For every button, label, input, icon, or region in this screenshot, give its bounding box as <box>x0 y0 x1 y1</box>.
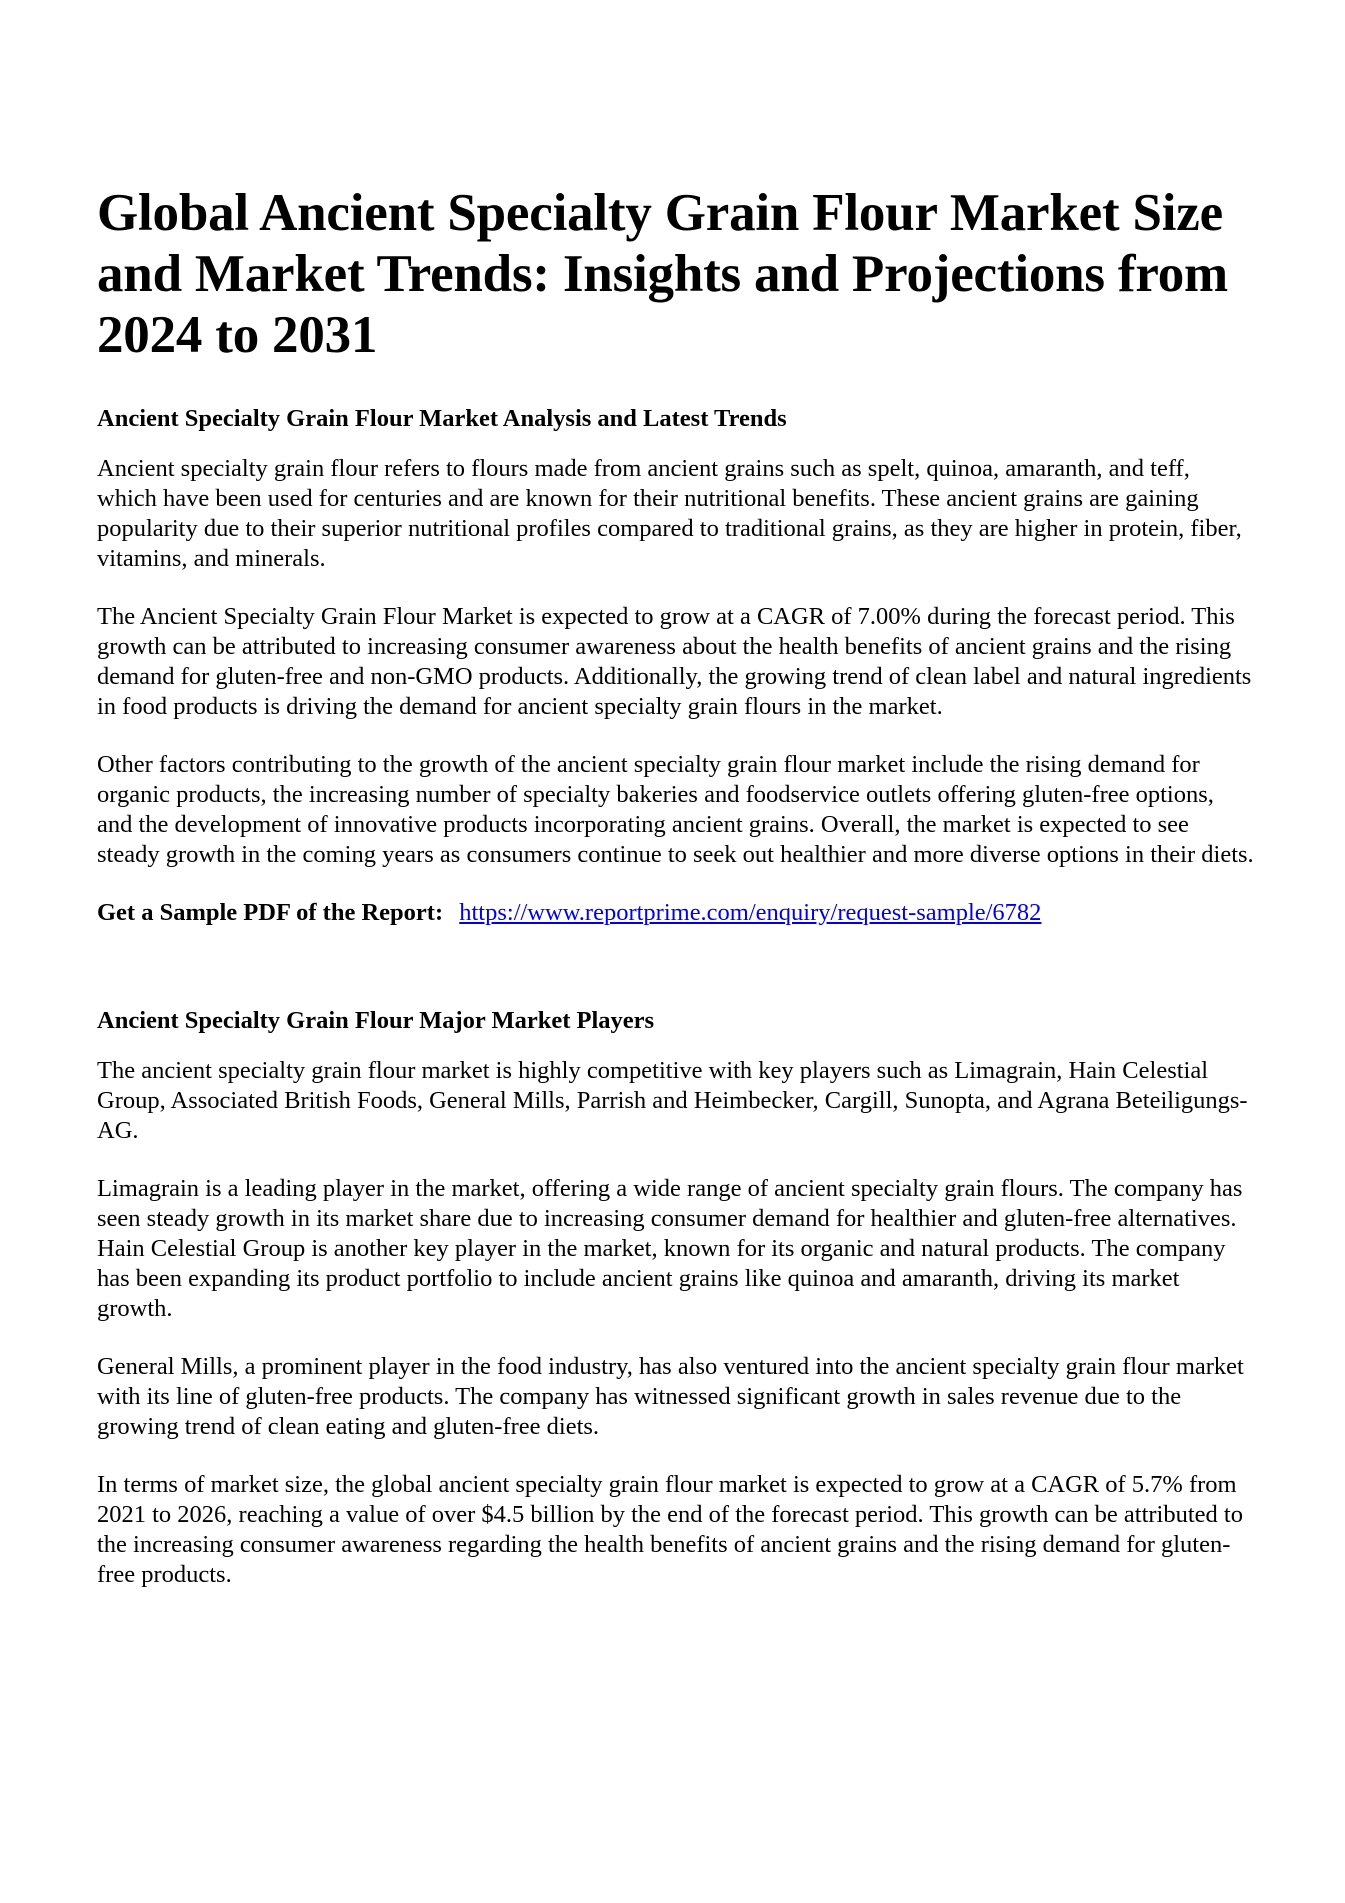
paragraph-factors: Other factors contributing to the growth of the ancient specialty grain flour market include the rising demand for organic products, the increasing number of specialty bakeries and foodservice outlets offering gluten-free options, and the development of innovative products incorporating ancient grains. Overall, the market is expected to see steady growth in the coming years as consumers continue to seek out healthier and more diverse options in their diets. <box>97 751 1254 868</box>
sample-pdf-label: Get a Sample PDF of the Report: <box>97 899 444 926</box>
paragraph-definition: Ancient specialty grain flour refers to flours made from ancient grains such as spelt, quinoa, amaranth, and teff, which have been used for centuries and are known for their nutritional benefits. These ancient grains are gaining popularity due to their superior nutritional profiles compared to traditional grains, as they are higher in protein, fiber, vitamins, and minerals. <box>97 455 1242 572</box>
section-spacer <box>97 928 1255 1006</box>
sample-pdf-link[interactable]: https://www.reportprime.com/enquiry/request-sample/6782 <box>459 899 1042 926</box>
paragraph-key-players: The ancient specialty grain flour market is highly competitive with key players such as Limagrain, Hain Celestial Group, Associated British Foods, General Mills, Parrish and Heimbecker, Cargill, Sunopta, and Agrana Beteiligungs-AG. <box>97 1057 1248 1144</box>
paragraph-market-size: In terms of market size, the global ancient specialty grain flour market is expected to grow at a CAGR of 5.7% from 2021 to 2026, reaching a value of over $4.5 billion by the end of the forecast period. This growth can be attributed to the increasing consumer awareness regarding the health benefits of ancient grains and the rising demand for gluten-free products. <box>97 1471 1243 1588</box>
page-title: Global Ancient Specialty Grain Flour Market Size and Market Trends: Insights and Projections from 2024 to 2031 <box>97 184 1228 364</box>
section-heading-players: Ancient Specialty Grain Flour Major Market Players <box>97 1007 655 1034</box>
section-heading-analysis: Ancient Specialty Grain Flour Market Analysis and Latest Trends <box>97 405 787 432</box>
sample-pdf-line <box>97 898 1255 928</box>
paragraph-limagrain-hain: Limagrain is a leading player in the market, offering a wide range of ancient specialty grain flours. The company has seen steady growth in its market share due to increasing consumer demand for healthier and gluten-free alternatives. Hain Celestial Group is another key player in the market, known for its organic and natural products. The company has been expanding its product portfolio to include ancient grains like quinoa and amaranth, driving its market growth. <box>97 1175 1243 1322</box>
paragraph-general-mills: General Mills, a prominent player in the food industry, has also ventured into the ancient specialty grain flour market with its line of gluten-free products. The company has witnessed significant growth in sales revenue due to the growing trend of clean eating and gluten-free diets. <box>97 1353 1244 1440</box>
paragraph-growth: The Ancient Specialty Grain Flour Market is expected to grow at a CAGR of 7.00% during the forecast period. This growth can be attributed to increasing consumer awareness about the health benefits of ancient grains and the rising demand for gluten-free and non-GMO products. Additionally, the growing trend of clean label and natural ingredients in food products is driving the demand for ancient specialty grain flours in the market. <box>97 603 1252 720</box>
